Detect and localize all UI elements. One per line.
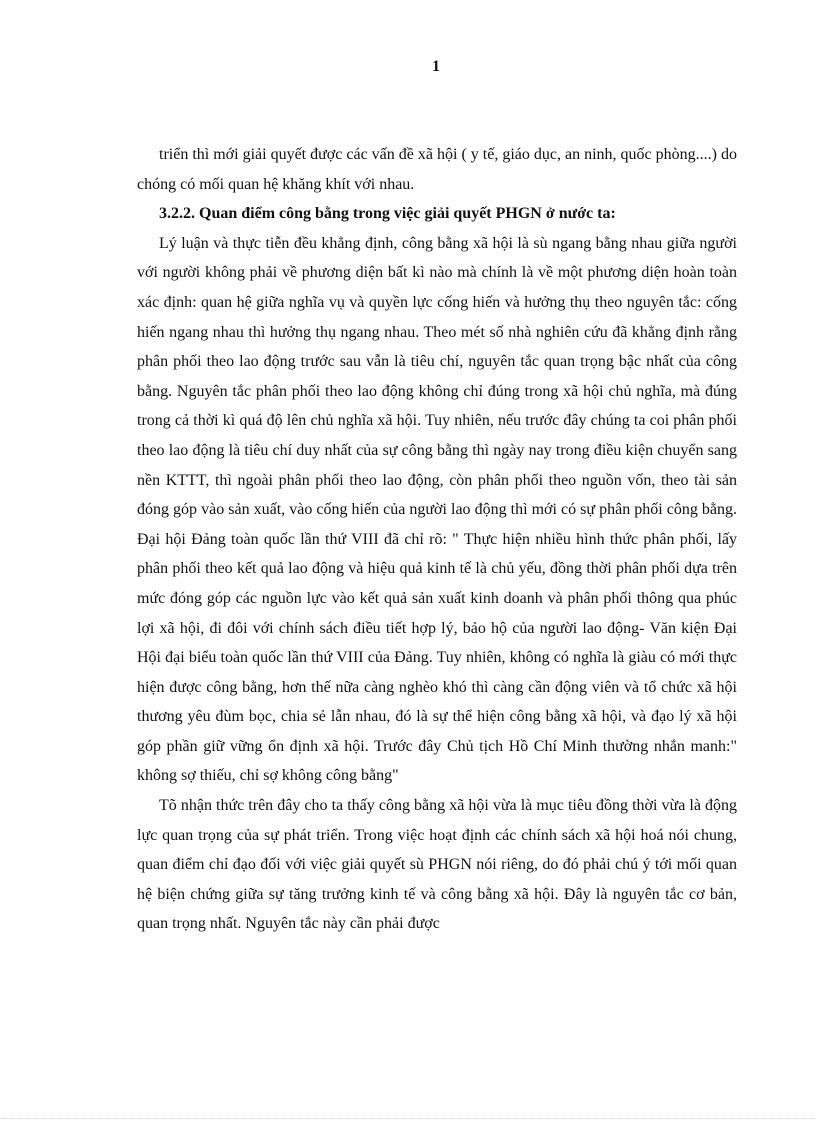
document-body [137, 140, 737, 939]
paragraph: Lý luận và thực tiễn đều khẳng định, công bằng xã hội là sù ngang bằng nhau giữa người với người không phải về phương diện bất kì nào mà chính là về một phương diện hoàn toàn xác định: quan hệ giữa nghĩa vụ và quyền lực cống hiến và hưởng thụ theo nguyên tắc: cống hiến ngang nhau thì hưởng thụ ngang nhau. Theo mét số nhà nghiên cứu đã khẳng định rằng phân phối theo lao động trước sau vẫn là tiêu chí, nguyên tắc quan trọng bậc nhất của công bằng. Nguyên tắc phân phối theo lao động không chỉ đúng trong xã hội chủ nghĩa, mà đúng trong cả thời kì quá độ lên chủ nghĩa xã hội. Tuy nhiên, nếu trước đây chúng ta coi phân phối theo lao động là tiêu chí duy nhất của sự công bằng thì ngày nay trong điều kiện chuyển sang nền KTTT, thì ngoài phân phối theo lao động, còn phân phối theo nguồn vốn, theo tài sản đóng góp vào sản xuất, vào cống hiến của người lao động thì mới có sự phân phối công bằng. Đại hội Đảng toàn quốc lần thứ VIII đã chỉ rõ: " Thực hiện nhiều hình thức phân phối, lấy phân phối theo kết quả lao động và hiệu quả kinh tế là chủ yếu, đồng thời phân phối dựa trên mức đóng góp các nguồn lực vào kết quả sản xuất kinh doanh và phân phối thông qua phúc lợi xã hội, đi đôi với chính sách điều tiết hợp lý, bảo hộ của người lao động- Văn kiện Đại Hội đại biểu toàn quốc lần thứ VIII của Đảng. Tuy nhiên, không có nghĩa là giàu có mới thực hiện được công bằng, hơn thế nữa càng nghèo khó thì càng cần động viên và tổ chức xã hội thương yêu đùm bọc, chia sẻ lẫn nhau, đó là sự thể hiện công bằng xã hội, và đạo lý xã hội góp phần giữ vững ổn định xã hội. Trước đây Chủ tịch Hồ Chí Minh thường nhắn manh:" không sợ thiếu, chỉ sợ không công bằng" [137, 234, 737, 785]
section-heading: 3.2.2. Quan điểm công bằng trong việc giải quyết PHGN ở nước ta: [159, 205, 616, 223]
page-number: 1 [432, 58, 440, 75]
page-bottom-divider [0, 1118, 816, 1119]
paragraph-continuation: triển thì mới giải quyết được các vấn đề xã hội ( y tế, giáo dục, an ninh, quốc phòng....) do chóng có mối quan hệ khăng khít với nhau. [137, 146, 737, 193]
paragraph: Tõ nhận thức trên đây cho ta thấy công bằng xã hội vừa là mục tiêu đồng thời vừa là động lực quan trọng của sự phát triển. Trong việc hoạt định các chính sách xã hội hoá nói chung, quan điểm chỉ đạo đối với việc giải quyết sù PHGN nói riêng, do đó phải chú ý tới mối quan hệ biện chứng giữa sự tăng trưởng kinh tế và công bằng xã hội. Đây là nguyên tắc cơ bản, quan trọng nhất. Nguyên tắc này cần phải được [137, 797, 737, 933]
